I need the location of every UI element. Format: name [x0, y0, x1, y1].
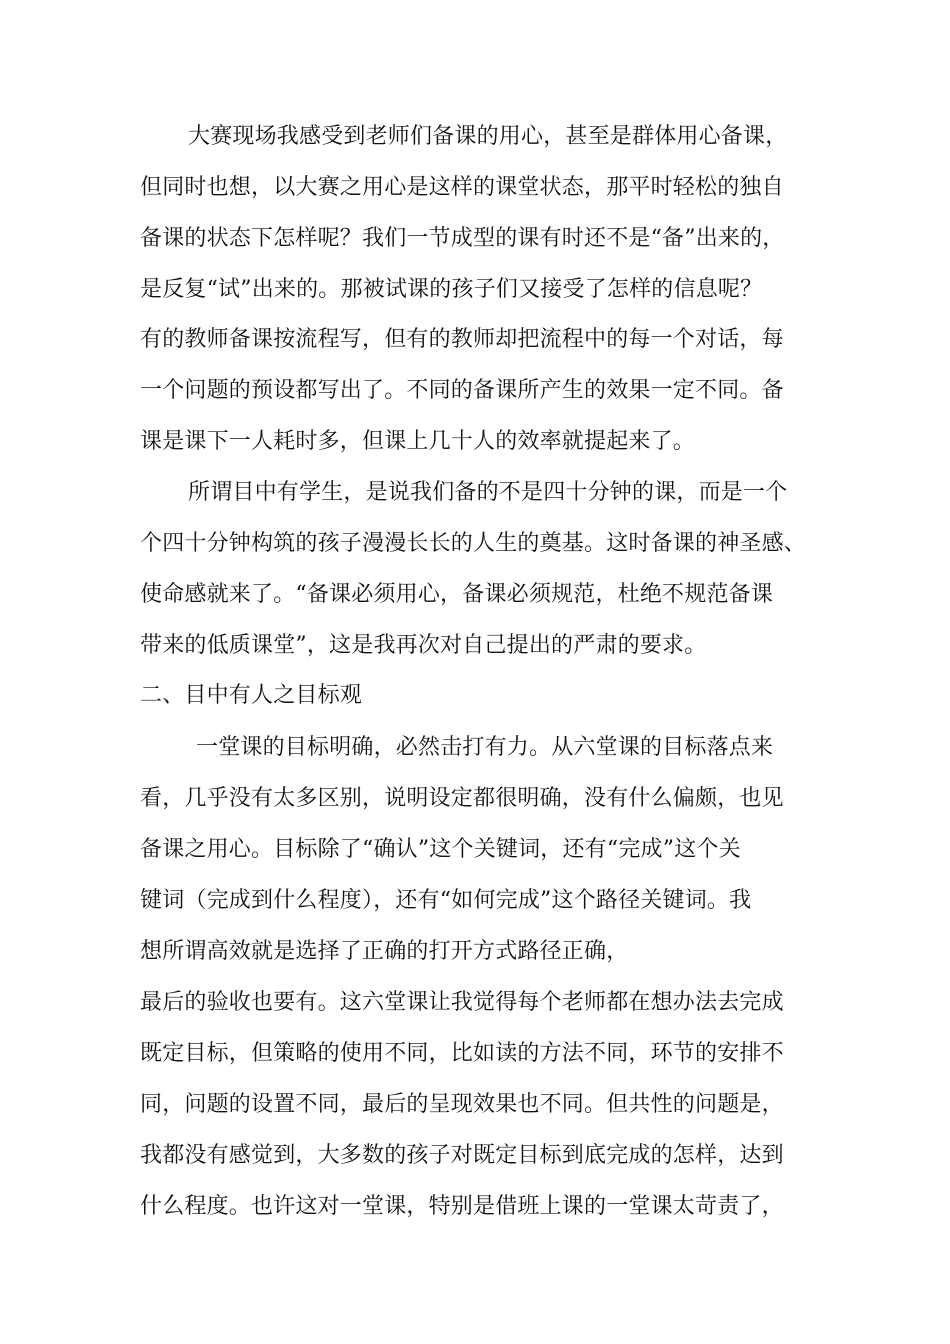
text-line-6: 一个问题的预设都写出了。不同的备课所产生的效果一定不同。备 [140, 378, 784, 403]
text-line-4: 是反复“试”出来的。那被试课的孩子们又接受了怎样的信息呢？ [140, 277, 763, 302]
text-line-21: 什么程度。也许这对一堂课，特别是借班上课的一堂课太苛责了， [140, 1194, 784, 1219]
text-line-11: 带来的低质课堂”，这是我再次对自己提出的严肃的要求。 [140, 633, 707, 658]
text-line-2: 但同时也想，以大赛之用心是这样的课堂状态，那平时轻松的独自 [140, 175, 784, 200]
text-line-1: 大赛现场我感受到老师们备课的用心，甚至是群体用心备课， [188, 124, 788, 149]
text-line-18: 既定目标，但策略的使用不同，比如读的方法不同，环节的安排不 [140, 1041, 784, 1066]
text-line-20: 我都没有感觉到，大多数的孩子对既定目标到底完成的怎样，达到 [140, 1143, 784, 1168]
text-line-7: 课是课下一人耗时多，但课上几十人的效率就提起来了。 [140, 429, 696, 454]
text-line-3: 备课的状态下怎样呢？我们一节成型的课有时还不是“备”出来的， [140, 226, 785, 251]
text-line-12: 一堂课的目标明确，必然击打有力。从六堂课的目标落点来 [196, 735, 774, 760]
text-line-8: 所谓目中有学生，是说我们备的不是四十分钟的课，而是一个 [188, 480, 788, 505]
text-line-9: 个四十分钟构筑的孩子漫漫长长的人生的奠基。这时备课的神圣感、 [140, 531, 807, 556]
text-line-10: 使命感就来了。“备课必须用心，备课必须规范，杜绝不规范备课 [140, 582, 774, 607]
text-line-14: 备课之用心。目标除了“确认”这个关键词，还有“完成”这个关 [140, 837, 741, 862]
section-heading: 二、目中有人之目标观 [140, 683, 363, 708]
text-line-19: 同，问题的设置不同，最后的呈现效果也不同。但共性的问题是， [140, 1092, 784, 1117]
text-line-17: 最后的验收也要有。这六堂课让我觉得每个老师都在想办法去完成 [140, 990, 784, 1015]
text-line-5: 有的教师备课按流程写，但有的教师却把流程中的每一个对话，每 [140, 327, 784, 352]
text-line-13: 看，几乎没有太多区别，说明设定都很明确，没有什么偏颇，也见 [140, 786, 784, 811]
text-line-16: 想所谓高效就是选择了正确的打开方式路径正确， [140, 939, 629, 964]
text-line-15: 键词（完成到什么程度），还有“如何完成”这个路径关键词。我 [140, 888, 752, 913]
